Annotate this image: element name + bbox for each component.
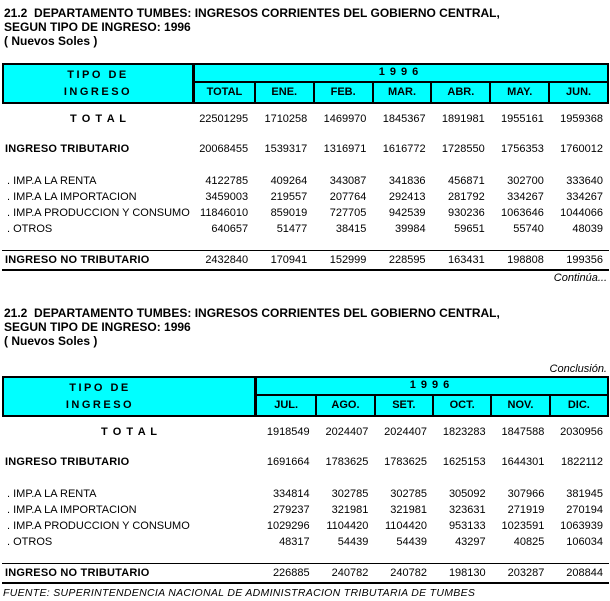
report-title-line2: SEGUN TIPO DE INGRESO: 1996 [4, 320, 191, 334]
cell-value: 1616772 [382, 143, 426, 155]
table-row [2, 111, 609, 127]
row-label: . IMP.A PRODUCCION Y CONSUMO [7, 520, 190, 532]
table-second-half [2, 376, 609, 584]
cell-value: 1959368 [560, 113, 603, 125]
report-title-line1: 21.2 DEPARTAMENTO TUMBES: INGRESOS CORRIENTES DEL GOBIERNO CENTRAL, [4, 6, 500, 20]
cell-value: 323631 [448, 504, 486, 516]
source-note: FUENTE: SUPERINTENDENCIA NACIONAL DE ADMINISTRACION TRIBUTARIA DE TUMBES [3, 587, 476, 599]
cell-value: 51477 [276, 223, 308, 235]
cell-value: 1644301 [501, 456, 545, 468]
report-unit-note: ( Nuevos Soles ) [4, 334, 98, 348]
cell-value: 163431 [447, 254, 485, 266]
row-label: T O T A L [100, 426, 159, 438]
table-first-half [2, 63, 609, 271]
table-row [2, 563, 609, 584]
row-label: . IMP.A LA IMPORTACION [7, 504, 137, 516]
cell-value: 930236 [447, 207, 485, 219]
continua-note: Continúa... [553, 272, 607, 284]
table-row [2, 141, 609, 157]
cell-value: 343087 [329, 175, 367, 187]
row-label: . IMP.A LA RENTA [7, 175, 97, 187]
cell-value: 240782 [390, 567, 427, 579]
table-row [2, 534, 609, 550]
cell-value: 1104420 [384, 520, 427, 532]
table-header [2, 63, 609, 104]
cell-value: 226885 [272, 567, 310, 579]
header-cell-total: TOTAL [206, 86, 243, 98]
cell-value: 48317 [279, 536, 310, 548]
cell-value: 1845367 [382, 113, 426, 125]
cell-value: 43297 [455, 536, 486, 548]
cell-value: 54439 [337, 536, 369, 548]
cell-value: 271919 [507, 504, 545, 516]
table-row [2, 424, 609, 440]
header-cell-jul: JUL. [274, 399, 299, 411]
cell-value: 38415 [335, 223, 367, 235]
cell-value: 1316971 [323, 143, 367, 155]
cell-value: 1029296 [266, 520, 310, 532]
cell-value: 1104420 [326, 520, 369, 532]
header-cell-tipo-de-ingreso [4, 65, 195, 102]
cell-value: 2030956 [560, 426, 603, 438]
header-cell-may: MAY. [489, 83, 548, 102]
cell-value: 859019 [270, 207, 308, 219]
cell-value: 302785 [331, 488, 369, 500]
header-cell-jun: JUN. [548, 83, 607, 102]
cell-value: 1539317 [264, 143, 308, 155]
cell-value: 334267 [507, 191, 544, 203]
cell-value: 198808 [507, 254, 544, 266]
cell-value: 321981 [390, 504, 427, 516]
cell-value: 1728550 [441, 143, 485, 155]
conclusion-note: Conclusión. [549, 363, 607, 375]
cell-value: 727705 [329, 207, 367, 219]
table-row [2, 454, 609, 470]
header-cell-year: 1996 [195, 65, 607, 83]
cell-value: 208844 [566, 567, 603, 579]
table-row [2, 221, 609, 237]
cell-value: 4122785 [205, 175, 249, 187]
cell-value: 20068455 [199, 143, 249, 155]
header-label-tipo-de: TIPO DE [67, 68, 129, 81]
cell-value: 1023591 [501, 520, 545, 532]
cell-value: 381945 [566, 488, 603, 500]
table-body [2, 104, 609, 271]
cell-value: 2024407 [325, 426, 369, 438]
header-label-ingreso: INGRESO [65, 398, 135, 411]
section-second-half [2, 306, 609, 584]
table-row [2, 205, 609, 221]
table-row [2, 502, 609, 518]
table-row [2, 189, 609, 205]
cell-value: 39984 [394, 223, 426, 235]
cell-value: 152999 [329, 254, 367, 266]
cell-value: 640657 [211, 223, 249, 235]
row-label: INGRESO TRIBUTARIO [5, 456, 130, 468]
cell-value: 1756353 [501, 143, 544, 155]
table-body [2, 417, 609, 584]
cell-value: 207764 [329, 191, 367, 203]
cell-value: 203287 [507, 567, 545, 579]
row-label: . IMP.A LA IMPORTACION [7, 191, 137, 203]
cell-value: 302785 [390, 488, 427, 500]
header-cell-feb: FEB. [313, 83, 372, 102]
header-label-ingreso: INGRESO [63, 85, 133, 98]
cell-value: 333640 [566, 175, 603, 187]
cell-value: 1847588 [501, 426, 545, 438]
cell-value: 1823283 [442, 426, 486, 438]
report-title-line1: 21.2 DEPARTAMENTO TUMBES: INGRESOS CORRIENTES DEL GOBIERNO CENTRAL, [4, 306, 500, 320]
row-label: INGRESO NO TRIBUTARIO [5, 254, 150, 266]
cell-value: 22501295 [199, 113, 249, 125]
section-first-half [2, 6, 609, 285]
cell-value: 1691664 [266, 456, 310, 468]
cell-value: 341836 [388, 175, 426, 187]
row-label: . IMP.A PRODUCCION Y CONSUMO [7, 207, 190, 219]
header-cell-dic: DIC. [549, 396, 607, 415]
header-cell-set: SET. [374, 396, 432, 415]
header-cell-oct: OCT. [432, 396, 490, 415]
row-label: INGRESO TRIBUTARIO [5, 143, 130, 155]
row-label: . OTROS [7, 536, 53, 548]
cell-value: 281792 [447, 191, 485, 203]
table-row [2, 518, 609, 534]
cell-value: 321981 [331, 504, 369, 516]
row-label: . IMP.A LA RENTA [7, 488, 97, 500]
cell-value: 1625153 [442, 456, 486, 468]
header-cell-mar: MAR. [372, 83, 431, 102]
cell-value: 3459003 [205, 191, 249, 203]
cell-value: 1063939 [560, 520, 603, 532]
cell-value: 199356 [566, 254, 603, 266]
cell-value: 1710258 [264, 113, 308, 125]
header-cell-ago: AGO. [315, 396, 373, 415]
table-row [2, 250, 609, 271]
table-row [2, 173, 609, 189]
header-cell-ene: ENE. [254, 83, 313, 102]
cell-value: 2024407 [384, 426, 427, 438]
cell-value: 40825 [513, 536, 545, 548]
report-title-line2: SEGUN TIPO DE INGRESO: 1996 [4, 20, 191, 34]
cell-value: 456871 [447, 175, 485, 187]
cell-value: 1063646 [501, 207, 544, 219]
cell-value: 1955161 [501, 113, 544, 125]
cell-value: 409264 [270, 175, 308, 187]
cell-value: 240782 [331, 567, 369, 579]
cell-value: 334267 [566, 191, 603, 203]
header-label-tipo-de: TIPO DE [69, 381, 131, 394]
header-cell-abr: ABR. [430, 83, 489, 102]
row-label: T O T A L [69, 113, 128, 125]
cell-value: 228595 [388, 254, 426, 266]
cell-value: 307966 [507, 488, 545, 500]
cell-value: 59651 [454, 223, 485, 235]
cell-value: 942539 [388, 207, 426, 219]
cell-value: 1822112 [560, 456, 603, 468]
header-cell-year: 1996 [257, 378, 607, 396]
cell-value: 48039 [572, 223, 603, 235]
cell-value: 302700 [507, 175, 544, 187]
cell-value: 1469970 [323, 113, 367, 125]
header-cell-tipo-de-ingreso [4, 378, 257, 415]
table-row [2, 486, 609, 502]
cell-value: 55740 [513, 223, 544, 235]
cell-value: 170941 [270, 254, 308, 266]
report-unit-note: ( Nuevos Soles ) [4, 34, 98, 48]
cell-value: 219557 [270, 191, 308, 203]
header-cell-nov: NOV. [490, 396, 548, 415]
cell-value: 334814 [272, 488, 310, 500]
cell-value: 1891981 [441, 113, 485, 125]
cell-value: 270194 [566, 504, 603, 516]
cell-value: 54439 [396, 536, 427, 548]
cell-value: 1783625 [384, 456, 427, 468]
cell-value: 1044066 [560, 207, 603, 219]
cell-value: 1760012 [560, 143, 603, 155]
cell-value: 11846010 [200, 207, 249, 219]
cell-value: 1918549 [266, 426, 310, 438]
table-header [2, 376, 609, 417]
cell-value: 292413 [388, 191, 426, 203]
cell-value: 953133 [448, 520, 486, 532]
row-label: . OTROS [7, 223, 53, 235]
row-label: INGRESO NO TRIBUTARIO [5, 567, 150, 579]
cell-value: 1783625 [325, 456, 369, 468]
cell-value: 198130 [448, 567, 486, 579]
cell-value: 2432840 [205, 254, 249, 266]
cell-value: 106034 [566, 536, 603, 548]
cell-value: 279237 [272, 504, 310, 516]
cell-value: 305092 [448, 488, 486, 500]
